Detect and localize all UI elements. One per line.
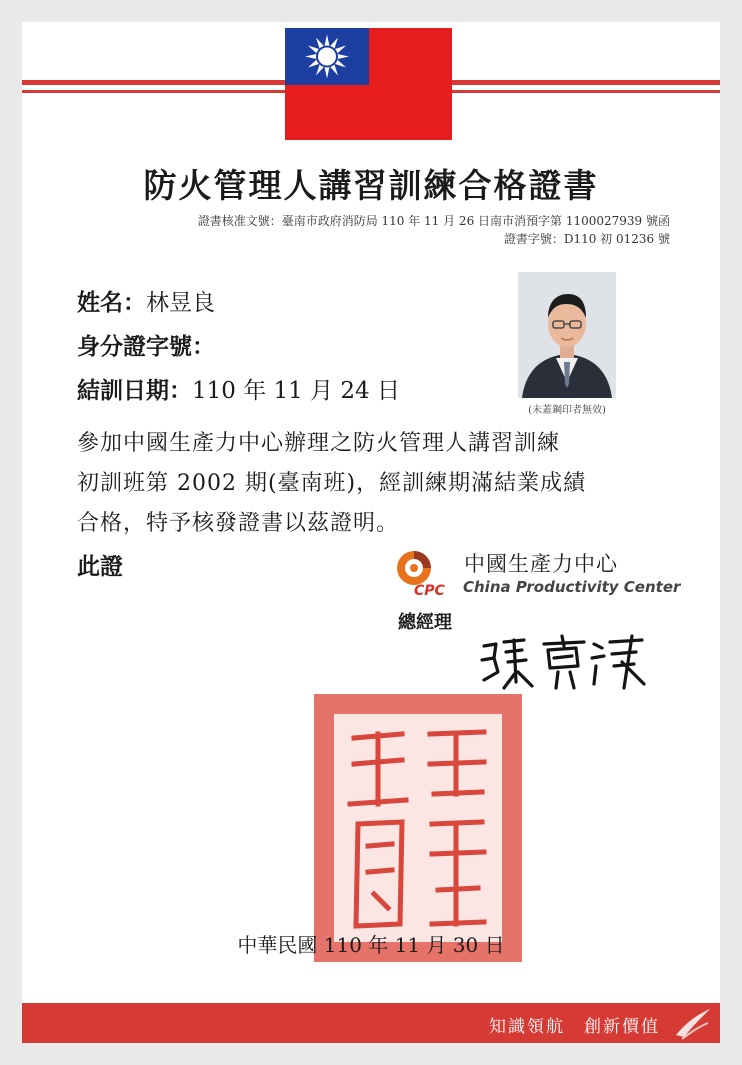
certificate-body-text bbox=[77, 424, 677, 544]
footer-slogan: 知識領航 創新價值 bbox=[489, 1017, 660, 1037]
white-sun-icon bbox=[285, 28, 369, 85]
logo-text: CPC bbox=[414, 583, 445, 599]
swoosh-icon bbox=[672, 1005, 712, 1041]
flag-canton bbox=[285, 28, 369, 85]
completion-date-value: 110 年 11 月 24 日 bbox=[192, 378, 400, 404]
name-value: 林昱良 bbox=[146, 290, 215, 316]
portrait-icon bbox=[518, 272, 616, 398]
portrait-photo bbox=[518, 272, 616, 398]
signature bbox=[474, 632, 654, 698]
closing-text: 此證 bbox=[77, 553, 123, 580]
id-number-label: 身分證字號： bbox=[77, 333, 215, 360]
organization-name-zh: 中國生產力中心 bbox=[464, 552, 618, 576]
body-line-3: 合格，特予核發證書以茲證明。 bbox=[77, 511, 400, 536]
general-manager-label: 總經理 bbox=[398, 612, 452, 633]
certificate-page bbox=[22, 22, 720, 1043]
photo-caption: (未蓋鋼印者無效) bbox=[528, 405, 606, 416]
body-line-1: 參加中國生產力中心辦理之防火管理人講習訓練 bbox=[77, 431, 561, 456]
completion-date-field bbox=[77, 372, 400, 405]
issue-date: 中華民國 110 年 11 月 30 日 bbox=[237, 933, 505, 957]
approval-reference: 證書核准文號：臺南市政府消防局 110 年 11 月 26 日南市消預字第 1100027939 號函 bbox=[197, 214, 670, 228]
body-line-2: 初訓班第 2002 期(臺南班)，經訓練期滿結業成績 bbox=[77, 471, 587, 496]
national-flag-icon bbox=[285, 28, 452, 140]
cpc-logo-icon bbox=[394, 548, 462, 604]
id-number-field bbox=[77, 328, 215, 361]
official-seal bbox=[314, 694, 522, 962]
certificate-number: 證書字號：D110 初 01236 號 bbox=[503, 232, 670, 246]
footer-band bbox=[22, 1003, 720, 1043]
completion-date-label: 結訓日期： bbox=[77, 377, 192, 404]
certificate-title: 防火管理人講習訓練合格證書 bbox=[143, 166, 599, 205]
name-field bbox=[77, 284, 215, 317]
name-label: 姓名： bbox=[77, 289, 146, 316]
organization-name-en: China Productivity Center bbox=[463, 578, 681, 596]
